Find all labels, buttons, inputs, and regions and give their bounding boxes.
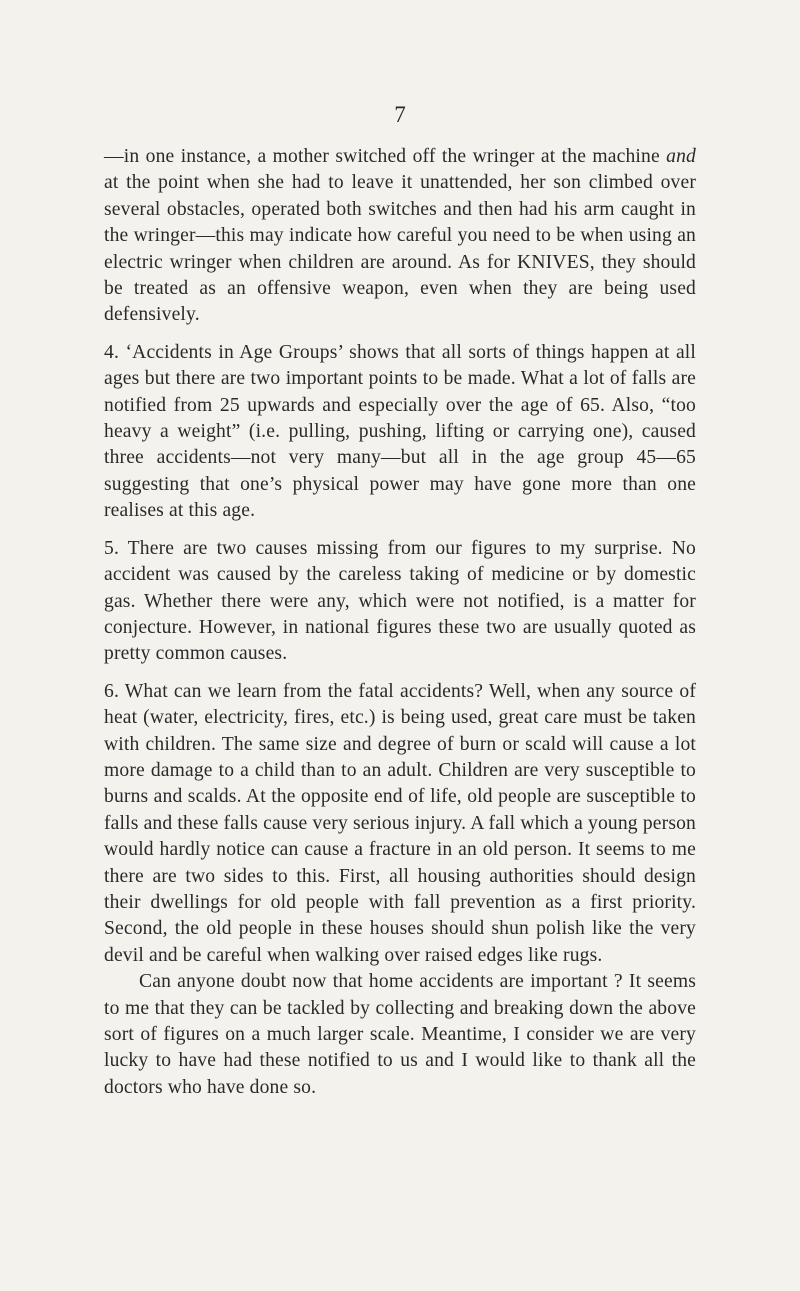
document-body bbox=[104, 144, 696, 1112]
paragraph-6: 6. What can we learn from the fatal accidents? Well, when any source of heat (water, electricity, fires, etc.) is being used, great care must be taken with children. The same size and degree of burn or scald will cause a lot more damage to a child than to an adult. Children are very susceptible to burns and scalds. At the opposite end of life, old people are susceptible to falls and these falls cause very serious injury. A fall which a young person would hardly notice can cause a fracture in an old person. It seems to me there are two sides to this. First, all housing authorities should design their dwellings for old people with fall prevention as a first priority. Second, the old people in these houses should shun polish like the very devil and be careful when walking over raised edges like rugs. bbox=[104, 680, 696, 966]
paragraph-5: 5. There are two causes missing from our figures to my surprise. No accident was caused by the careless taking of medicine or by domestic gas. Whether there were any, which were not notified, is a matter for conjecture. However, in national figures these two are usually quoted as pretty common causes. bbox=[104, 537, 696, 665]
intro-text-end: at the point when she had to leave it unattended, her son climbed over several obstacles, operated both switches and then had his arm caught in the wringer—this may indicate how careful you need to be when using an electric wringer when children are around. As for KNIVES, they should be treated as an offensive weapon, even when they are being used defensively. bbox=[104, 172, 696, 326]
paragraph-intro bbox=[104, 144, 696, 329]
page-number: 7 bbox=[394, 102, 406, 127]
intro-emphasis: and bbox=[666, 146, 696, 167]
intro-text-start: —in one instance, a mother switched off the wringer at the machine bbox=[104, 146, 667, 167]
paragraph-4: 4. ‘Accidents in Age Groups’ shows that all sorts of things happen at all ages but there are two important points to be made. What a lot of falls are notified from 25 upwards and especially over the age of 65. Also, “too heavy a weight” (i.e. pulling, pushing, lifting or carrying one), caused three accidents—not very many—but all in the age group 45—65 suggesting that one’s physical power may have gone more than one realises at this age. bbox=[104, 341, 696, 522]
paragraph-conclusion: Can anyone doubt now that home accidents are important ? It seems to me that they can be tackled by collecting and breaking down the above sort of figures on a much larger scale. Meantime, I consider we are very lucky to have had these notified to us and I would like to thank all the doctors who have done so. bbox=[104, 971, 696, 1098]
